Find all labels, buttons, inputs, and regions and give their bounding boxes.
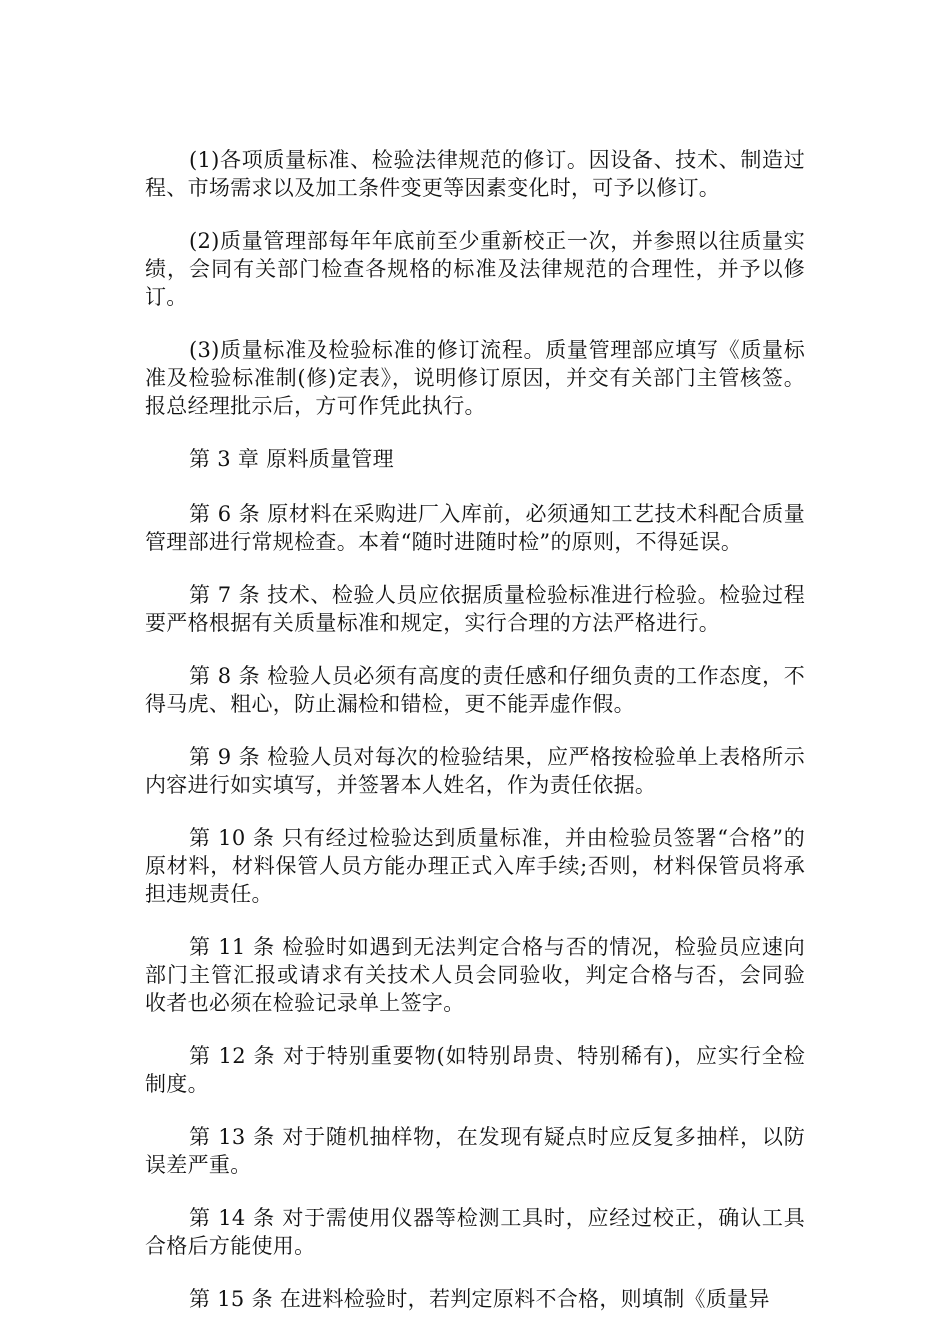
article-12: 第 12 条 对于特别重要物(如特别昂贵、特别稀有)，应实行全检制度。 (145, 1044, 805, 1096)
article-10: 第 10 条 只有经过检验达到质量标准，并由检验员签署“合格”的原材料，材料保管人员方能办理正式入库手续;否则，材料保管员将承担违规责任。 (145, 826, 805, 906)
article-13: 第 13 条 对于随机抽样物，在发现有疑点时应反复多抽样，以防误差严重。 (145, 1125, 805, 1177)
paragraph-revision-item-2: (2)质量管理部每年年底前至少重新校正一次，并参照以往质量实绩，会同有关部门检查各规格的标准及法律规范的合理性，并予以修订。 (145, 229, 805, 309)
article-7: 第 7 条 技术、检验人员应依据质量检验标准进行检验。检验过程要严格根据有关质量标准和规定，实行合理的方法严格进行。 (145, 583, 805, 635)
article-15: 第 15 条 在进料检验时，若判定原料不合格，则填制《质量异 (189, 1287, 770, 1311)
article-14: 第 14 条 对于需使用仪器等检测工具时，应经过校正，确认工具合格后方能使用。 (145, 1206, 805, 1258)
document-body (145, 146, 805, 1338)
article-6: 第 6 条 原材料在采购进厂入库前，必须通知工艺技术科配合质量管理部进行常规检查。本着“随时进随时检”的原则，不得延误。 (145, 502, 805, 554)
article-8: 第 8 条 检验人员必须有高度的责任感和仔细负责的工作态度，不得马虎、粗心，防止漏检和错检，更不能弄虚作假。 (145, 664, 805, 716)
article-11: 第 11 条 检验时如遇到无法判定合格与否的情况，检验员应速向部门主管汇报或请求有关技术人员会同验收，判定合格与否，会同验收者也必须在检验记录单上签字。 (145, 935, 805, 1015)
chapter-heading: 第 3 章 原料质量管理 (189, 447, 394, 471)
paragraph-revision-item-1: (1)各项质量标准、检验法律规范的修订。因设备、技术、制造过程、市场需求以及加工条件变更等因素变化时，可予以修订。 (145, 148, 805, 200)
paragraph-revision-item-3: (3)质量标准及检验标准的修订流程。质量管理部应填写《质量标准及检验标准制(修)定表》，说明修订原因，并交有关部门主管核签。报总经理批示后，方可作凭此执行。 (145, 338, 805, 418)
article-9: 第 9 条 检验人员对每次的检验结果，应严格按检验单上表格所示内容进行如实填写，并签署本人姓名，作为责任依据。 (145, 745, 805, 797)
